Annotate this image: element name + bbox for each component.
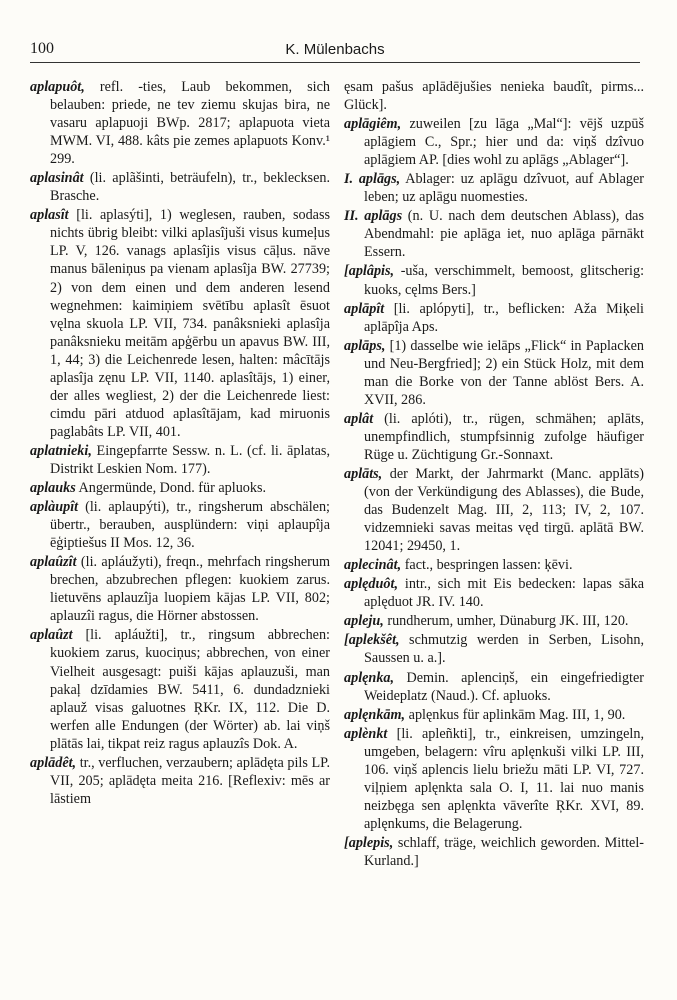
dictionary-entry <box>30 553 330 625</box>
entry-headword: aplatnieki, <box>30 442 92 459</box>
entry-headword: [aplekšêt, <box>344 632 400 649</box>
entry-headword: aplāps, <box>344 337 386 354</box>
entry-definition: fact., bespringen lassen: ķēvi. <box>404 557 573 574</box>
entry-definition: schlaff, träge, weichlich geworden. Mittel-Kurland.] <box>364 834 644 869</box>
dictionary-entry <box>30 78 330 168</box>
dictionary-entry <box>30 754 330 808</box>
dictionary-entry <box>344 170 644 206</box>
entry-definition: intr., sich mit Eis bedecken: lapas sāka aplęduot JR. IV. 140. <box>364 576 645 611</box>
dictionary-entry <box>344 612 644 630</box>
dictionary-entry <box>30 206 330 441</box>
entry-definition: ęsam pašus aplādējušies nenieka baudît, pirms... Glück]. <box>344 79 644 114</box>
entry-definition: Demin. aplenciņš, ein eingefriedigter Weideplatz (Naud.). Cf. apluoks. <box>364 669 644 704</box>
entry-headword: aplęnka, <box>344 669 395 686</box>
entry-headword: aplęduôt, <box>344 576 398 593</box>
entry-headword: aplaûzît <box>30 554 77 571</box>
entry-definition: [li. aplópyti], tr., beflicken: Aža Miķeli aplāpîja Aps. <box>364 300 644 335</box>
entry-definition: refl. -ties, Laub bekommen, sich belauben: priede, ne tev ziemu skujas bira, ne vasaru aplapuoji BWp. 2817; aplapuota vieta MWM. VI, 488. kâts pie zemes aplapuots Konv.¹ 299. <box>50 79 330 168</box>
entry-definition: Eingepfarrte Sessw. n. L. (cf. li. āplatas, Distrikt Leskien Nom. 177). <box>50 442 330 477</box>
entry-definition: (n. U. nach dem deutschen Ablass), das Abendmahl: pie aplāga iet, nuo aplāga pārnākt Essern. <box>364 208 644 261</box>
entry-headword: [aplepis, <box>344 834 394 851</box>
dictionary-entry <box>344 337 644 409</box>
dictionary-entry <box>344 834 644 870</box>
entry-definition: Angermünde, Dond. für apluoks. <box>78 480 267 497</box>
dictionary-entry <box>344 115 644 169</box>
entry-definition: (li. aplóti), tr., rügen, schmähen; aplāts, unempfindlich, stumpfsinnig zufolge häufiger Rüge u. Züchtigung Gr.-Sonnaxt. <box>364 410 645 463</box>
entry-headword: [aplâpis, <box>344 263 395 280</box>
entry-definition: aplęnkus für aplinkām Mag. III, 1, 90. <box>408 706 626 723</box>
entry-definition: [1) dasselbe wie ielāps „Flick“ in Paplacken und Neu-Bergfried]; 2) ein Stück Holz, mit dem man die Borke von der Tanne ablöst Bers. A. XVII, 286. <box>364 337 645 408</box>
entry-headword: aplādêt, <box>30 754 77 771</box>
dictionary-entry <box>344 262 644 298</box>
page-header <box>30 40 640 63</box>
entry-headword: aplāts, <box>344 465 383 482</box>
dictionary-entry <box>344 207 644 261</box>
running-title: K. Mülenbachs <box>285 41 385 58</box>
right-column <box>344 78 644 871</box>
dictionary-entry <box>344 706 644 724</box>
entry-definition: [li. apleñkti], tr., einkreisen, umzingeln, umgeben, belagern: vîru aplęnkuši vilki LP. III, 106. viņš aplencis lielu briežu māti LP. VI, 727. viļņiem aplęnkta sala O. I, 11. lai nuo manis neizbęga sen aplęnkta vāverîte ŖKr. XVI, 89. aplęnkums, die Belagerung. <box>364 725 644 832</box>
dictionary-entry <box>344 410 644 464</box>
dictionary-entry <box>344 631 644 667</box>
entry-definition: (li. aplaupýti), tr., ringsherum abschälen; übertr., berauben, ausplündern: viņi aplaupîja ēģiptiešus II Mos. 12, 36. <box>50 499 330 552</box>
entry-definition: rundherum, umher, Dünaburg JK. III, 120. <box>387 613 629 630</box>
dictionary-entry <box>344 725 644 833</box>
entry-definition: [li. aplasýti], 1) weglesen, rauben, sodass nichts übrig bleibt: vilki aplasîjuši visus kumeļus LP. V, 126. vanags aplasîjis visus cāļus. nāve manus bāleniņus pa vienam aplasîja BW. 27739; 2) von dem einen und dem anderen lesend wegnehmen: kaimiņiem svētību aplasît ēsuot vęlna skuola LP. VII, 734. panâksnieki aplasîja panâksnieku meitām apģērbu un apavus BW. III, 1, 44; 3) die Leichenrede lesen, halten: mâcītājs aplasîja zęnu LP. VII, 1140. aplasîtājs, 1) einer, der alles wegliest, 2) der die Leichenrede liest: cimdu pāri atduod aplasîtājam, kad miruonis paglabâts LP. VII, 401. <box>50 207 330 440</box>
dictionary-entry <box>30 442 330 478</box>
entry-definition: (li. aplãšinti, beträufeln), tr., beklecksen. Brasche. <box>50 170 331 205</box>
entry-headword: aplasît <box>30 207 69 224</box>
page-number: 100 <box>30 40 54 57</box>
entry-headword: aplecinât, <box>344 557 402 574</box>
entry-definition: der Markt, der Jahrmarkt (Manc. applāts) (von der Verkündigung des Ablasses), die Bude, das Budenzelt Mag. III, 2, 113; IV, 2, 107. vidzemnieki savas meitas vęd tirgū. aplātā BW. 12041; 29450, 1. <box>364 465 644 555</box>
entry-headword: I. aplāgs, <box>344 171 401 188</box>
entry-definition: Ablager: uz aplāgu dzîvuot, auf Ablager leben; uz aplāgu nuomesties. <box>364 171 644 206</box>
entry-definition: (li. apláužyti), freqn., mehrfach ringsherum brechen, abzubrechen pflegen: kuokiem zarus. lietuvēns aplauzîja luopiem kājas LP. VII, 802; aplauzîi ragus, die Hörner abstossen. <box>50 554 331 625</box>
dictionary-entry <box>344 78 644 114</box>
entry-headword: aplapuôt, <box>30 79 85 95</box>
entry-headword: aplènkt <box>344 725 388 742</box>
entry-headword: aplāpît <box>344 300 385 317</box>
entry-headword: aplàupît <box>30 499 79 516</box>
dictionary-entry <box>30 479 330 497</box>
entry-headword: aplasinât <box>30 170 84 187</box>
entry-headword: aplât <box>344 410 374 427</box>
entry-headword: aplaûzt <box>30 627 73 644</box>
entry-definition: zuweilen [zu lāga „Mal“]: vējš uzpūš aplāgiem C., Spr.; hier und da: viņš dzîvuo aplāgiem AP. [dies wohl zu aplāgs „Ablager“]. <box>364 116 644 169</box>
dictionary-entry <box>344 556 644 574</box>
dictionary-entry <box>30 626 330 752</box>
dictionary-entry <box>30 498 330 552</box>
dictionary-entry <box>344 465 644 555</box>
entry-definition: [li. apláužti], tr., ringsum abbrechen: kuokiem zarus, kuociņus; abbrechen, von einer Vielheit ausgesagt: puiši kājas aplauzuši, man pakaļ dzīdamies BW. 5411, 6. dundadznieki aplauž visas galuotnes ŖKr. IX, 112. Die D. werfen alle Endungen (der Wörter) ab. lai viņš plātās lai, tikpat reiz ragus aplauzîs Dok. A. <box>50 627 330 752</box>
entry-headword: aplęnkām, <box>344 706 406 723</box>
left-column <box>30 78 330 809</box>
entry-definition: schmutzig werden in Serben, Lisohn, Saussen u. a.]. <box>364 632 644 667</box>
dictionary-entry <box>344 575 644 611</box>
entry-headword: apleju, <box>344 613 384 630</box>
entry-definition: -uša, verschimmelt, bemoost, glitscherig: kuoks, cęlms Bers.] <box>364 263 645 298</box>
entry-definition: tr., verfluchen, verzaubern; aplādęta pils LP. VII, 205; aplādęta meita 216. [Reflexiv: mēs ar lāstiem <box>50 754 330 807</box>
entry-headword: aplāgiêm, <box>344 116 402 133</box>
entry-headword: aplauks <box>30 480 76 497</box>
dictionary-entry <box>30 169 330 205</box>
dictionary-entry <box>344 300 644 336</box>
entry-headword: II. aplāgs <box>344 208 403 225</box>
dictionary-entry <box>344 669 644 705</box>
